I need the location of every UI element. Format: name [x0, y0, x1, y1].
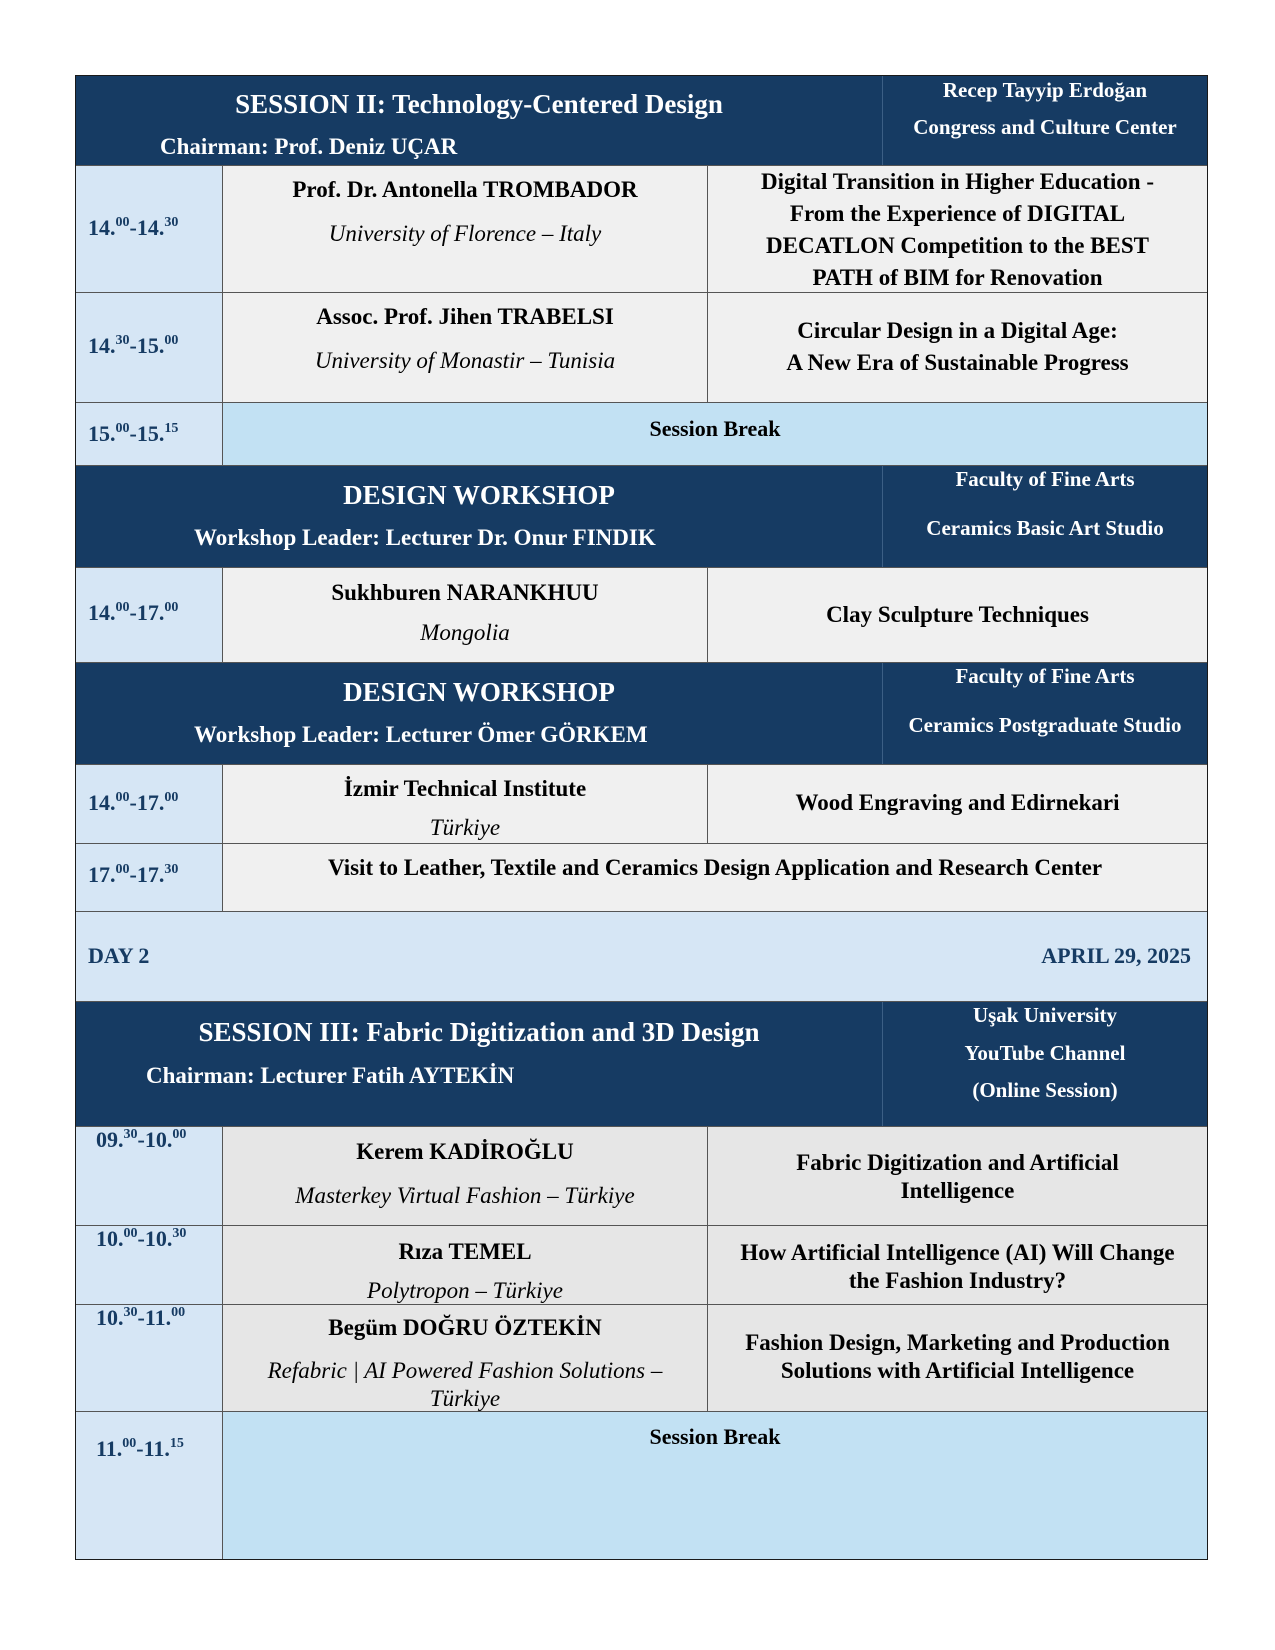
- session-iii-header: [76, 1001, 1207, 1126]
- speaker-cell: [223, 765, 708, 843]
- break-label: Session Break: [649, 416, 781, 441]
- session-iii-location: [883, 1002, 1207, 1126]
- speaker-name: Assoc. Prof. Jihen TRABELSI: [316, 304, 614, 329]
- location-line-2: Congress and Culture Center: [913, 115, 1177, 139]
- workshop-2-title: DESIGN WORKSHOP: [343, 677, 615, 707]
- time-range: 11.00-11.15: [96, 1436, 184, 1461]
- speaker-affiliation: Polytropon – Türkiye: [367, 1278, 563, 1303]
- location-line-1: Recep Tayyip Erdoğan: [942, 78, 1148, 102]
- topic-cell: [708, 1226, 1207, 1304]
- table-row: [76, 1225, 1207, 1304]
- table-row: [76, 292, 1207, 402]
- location-line-2: Ceramics Basic Art Studio: [926, 516, 1164, 540]
- session-break-row: [76, 402, 1207, 465]
- session-ii-title: SESSION II: Technology-Centered Design: [235, 89, 723, 119]
- time-range: 10.00-10.30: [96, 1226, 187, 1251]
- speaker-affiliation: Masterkey Virtual Fashion – Türkiye: [295, 1183, 635, 1208]
- time-cell: [76, 1226, 223, 1304]
- speaker-cell: [223, 166, 708, 292]
- time-cell: [76, 765, 223, 843]
- topic-cell: [708, 293, 1207, 402]
- speaker-cell: [223, 1305, 708, 1411]
- speaker-name: Prof. Dr. Antonella TROMBADOR: [292, 177, 638, 202]
- time-range: 14.00-14.30: [88, 215, 179, 240]
- talk-title: Clay Sculpture Techniques: [826, 602, 1089, 627]
- session-iii-chair: Chairman: Lecturer Fatih AYTEKİN: [146, 1063, 515, 1088]
- day-label: DAY 2: [88, 943, 150, 968]
- table-row: [76, 1304, 1207, 1411]
- location-line-1: Faculty of Fine Arts: [955, 467, 1135, 491]
- topic-cell: [708, 1305, 1207, 1411]
- table-row: [76, 764, 1207, 843]
- session-ii-location: [883, 76, 1207, 165]
- workshop-1-title: DESIGN WORKSHOP: [343, 480, 615, 510]
- speaker-cell: [223, 293, 708, 402]
- time-cell: [76, 166, 223, 292]
- speaker-affiliation: Türkiye: [429, 815, 501, 840]
- time-cell: [76, 1412, 223, 1560]
- workshop-1-location: [883, 466, 1207, 567]
- speaker-cell: [223, 1226, 708, 1304]
- speaker-name: Begüm DOĞRU ÖZTEKİN: [328, 1315, 602, 1340]
- workshop-2-location: [883, 663, 1207, 764]
- time-range: 17.00-17.30: [88, 862, 179, 887]
- location-line-3: (Online Session): [972, 1078, 1118, 1102]
- speaker-name: Rıza TEMEL: [398, 1239, 532, 1264]
- speaker-affiliation: Refabric | AI Powered Fashion Solutions – Türkiye: [267, 1358, 663, 1411]
- session-ii-main: [76, 76, 883, 165]
- location-line-1: Faculty of Fine Arts: [955, 664, 1135, 688]
- table-row: [76, 843, 1207, 911]
- speaker-cell: [223, 568, 708, 662]
- speaker-affiliation: University of Florence – Italy: [328, 221, 602, 246]
- visit-cell: [223, 844, 1207, 911]
- break-label: Session Break: [649, 1424, 781, 1449]
- time-cell: [76, 844, 223, 911]
- time-range: 14.00-17.00: [88, 600, 179, 625]
- session-iii-main: [76, 1002, 883, 1126]
- time-range: 14.30-15.00: [88, 333, 179, 358]
- time-cell: [76, 568, 223, 662]
- speaker-name: Kerem KADİROĞLU: [356, 1139, 574, 1164]
- location-line-2: YouTube Channel: [964, 1041, 1126, 1065]
- talk-title: Fabric Digitization and Artificial Intelligence: [796, 1150, 1119, 1203]
- session-ii-chair: Chairman: Prof. Deniz UÇAR: [160, 134, 458, 159]
- talk-title: Digital Transition in Higher Education - From the Experience of DIGITAL DECATLON Competition to the BEST PATH of BIM for Renovation: [761, 169, 1154, 290]
- break-cell: [223, 1412, 1207, 1560]
- talk-title: Fashion Design, Marketing and Production Solutions with Artificial Intelligence: [745, 1330, 1170, 1383]
- speaker-affiliation: University of Monastir – Tunisia: [314, 348, 616, 373]
- workshop-2-header: [76, 662, 1207, 764]
- speaker-name: İzmir Technical Institute: [343, 776, 587, 801]
- program-table: [75, 75, 1208, 1560]
- topic-cell: [708, 568, 1207, 662]
- time-cell: [76, 1127, 223, 1225]
- table-row: [76, 165, 1207, 292]
- workshop-1-header: [76, 465, 1207, 567]
- speaker-name: Sukhburen NARANKHUU: [331, 580, 599, 605]
- break-cell: [223, 403, 1207, 465]
- table-row: [76, 1126, 1207, 1225]
- topic-cell: [708, 166, 1207, 292]
- time-range: 15.00-15.15: [88, 421, 179, 446]
- talk-title: Circular Design in a Digital Age: A New Era of Sustainable Progress: [786, 318, 1129, 375]
- session-ii-header: [76, 76, 1207, 165]
- workshop-1-leader: Workshop Leader: Lecturer Dr. Onur FINDIK: [194, 525, 656, 550]
- time-range: 14.00-17.00: [88, 790, 179, 815]
- time-cell: [76, 293, 223, 402]
- workshop-2-leader: Workshop Leader: Lecturer Ömer GÖRKEM: [194, 722, 648, 747]
- day-date: APRIL 29, 2025: [1041, 943, 1191, 968]
- topic-cell: [708, 1127, 1207, 1225]
- table-row: [76, 567, 1207, 662]
- location-line-2: Ceramics Postgraduate Studio: [908, 713, 1182, 737]
- time-cell: [76, 403, 223, 465]
- time-cell: [76, 1305, 223, 1411]
- speaker-cell: [223, 1127, 708, 1225]
- day-row: [76, 911, 1207, 1001]
- workshop-1-main: [76, 466, 883, 567]
- talk-title: How Artificial Intelligence (AI) Will Change the Fashion Industry?: [740, 1240, 1175, 1293]
- topic-cell: [708, 765, 1207, 843]
- time-range: 09.30-10.00: [96, 1127, 187, 1152]
- session-break-row: [76, 1411, 1207, 1560]
- visit-title: Visit to Leather, Textile and Ceramics Design Application and Research Center: [327, 855, 1103, 880]
- location-line-1: Uşak University: [972, 1003, 1118, 1027]
- session-iii-title: SESSION III: Fabric Digitization and 3D Design: [198, 1017, 760, 1047]
- time-range: 10.30-11.00: [96, 1305, 186, 1330]
- talk-title: Wood Engraving and Edirnekari: [795, 790, 1120, 815]
- workshop-2-main: [76, 663, 883, 764]
- speaker-affiliation: Mongolia: [420, 620, 510, 645]
